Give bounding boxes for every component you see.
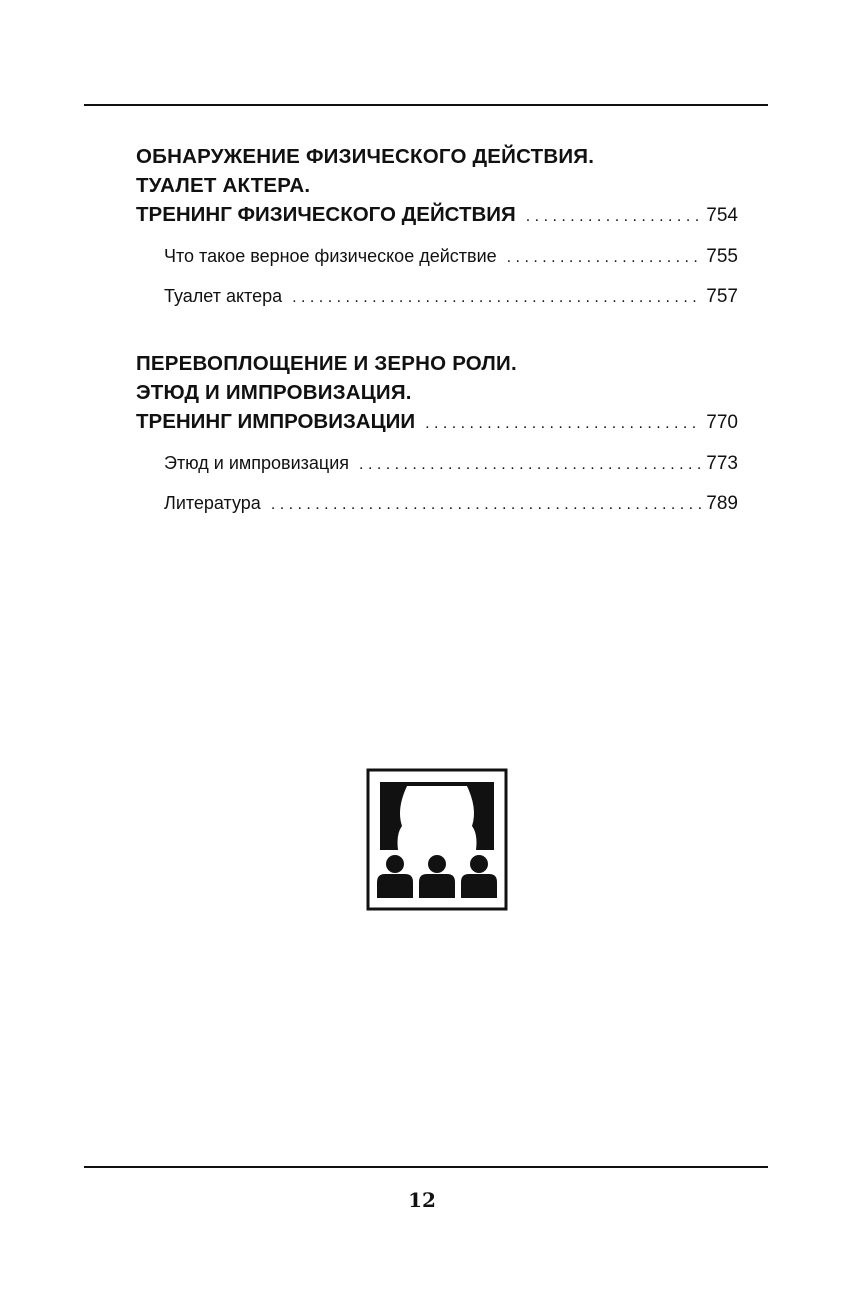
chapter-title-line: ЭТЮД И ИМПРОВИЗАЦИЯ. xyxy=(136,381,412,404)
page-ref: 789 xyxy=(706,493,738,514)
toc-entry[interactable] xyxy=(164,237,738,277)
theater-audience-icon xyxy=(366,768,508,911)
chapter-title-line: ОБНАРУЖЕНИЕ ФИЗИЧЕСКОГО ДЕЙСТВИЯ. xyxy=(136,145,595,168)
chapter-title-line: ТРЕНИНГ ФИЗИЧЕСКОГО ДЕЙСТВИЯ xyxy=(136,203,516,226)
page-ref: 755 xyxy=(706,246,738,267)
page-ref: 773 xyxy=(706,453,738,474)
dot-leader xyxy=(359,446,702,484)
page-ref: 770 xyxy=(706,412,738,433)
page-number: 12 xyxy=(408,1188,436,1212)
top-rule xyxy=(84,104,768,106)
page-ref: 754 xyxy=(706,205,738,226)
toc-section-physical-action xyxy=(136,142,738,317)
chapter-title-line: ПЕРЕВОПЛОЩЕНИЕ И ЗЕРНО РОЛИ. xyxy=(136,352,517,375)
toc-entry-label: Туалет актера xyxy=(164,286,283,306)
toc-entry-label: Что такое верное физическое действие xyxy=(164,246,497,266)
toc-chapter-entry[interactable] xyxy=(136,407,738,438)
page-ref: 757 xyxy=(706,286,738,307)
toc-chapter-entry[interactable] xyxy=(136,200,738,231)
toc-entry[interactable] xyxy=(164,484,738,524)
chapter-title-line: ТРЕНИНГ ИМПРОВИЗАЦИИ xyxy=(136,410,416,433)
toc-section-improvisation xyxy=(136,349,738,524)
dot-leader xyxy=(292,279,702,317)
dot-leader xyxy=(526,202,703,231)
dot-leader xyxy=(425,409,702,438)
dot-leader xyxy=(507,239,703,277)
chapter-title-line: ТУАЛЕТ АКТЕРА. xyxy=(136,174,311,197)
toc-entry-label: Литература xyxy=(164,493,261,513)
toc-entry[interactable] xyxy=(164,444,738,484)
toc-entry[interactable] xyxy=(164,277,738,317)
bottom-rule xyxy=(84,1166,768,1168)
dot-leader xyxy=(271,486,702,524)
toc-entry-label: Этюд и импровизация xyxy=(164,453,350,473)
